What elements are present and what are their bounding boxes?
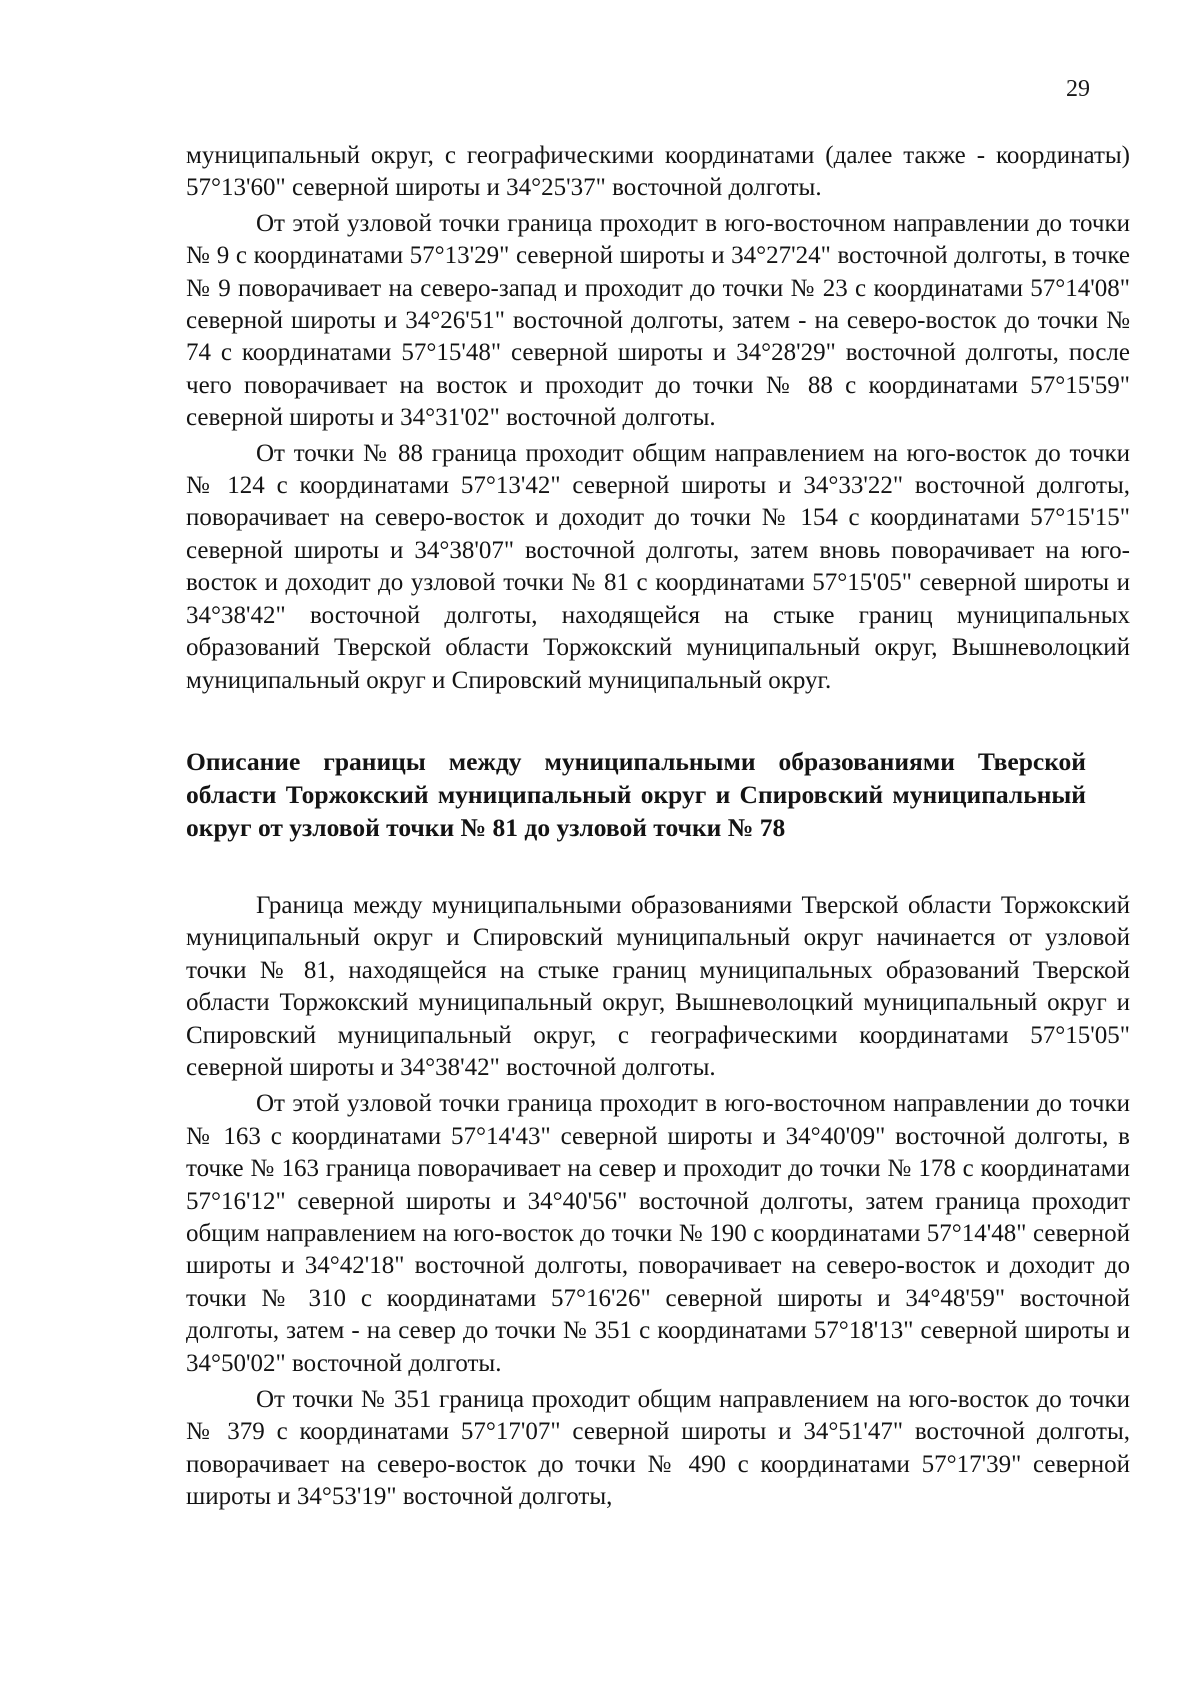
page-number: 29 (1066, 76, 1090, 102)
section-heading: Описание границы между муниципальными образованиями Тверской области Торжокский муниципальный округ и Спировский муниципальный округ от узловой точки № 81 до узловой точки № 78 (186, 746, 1086, 842)
paragraph: От этой узловой точки граница проходит в юго-восточном направлении до точки № 163 с координатами 57°14'43" северной широты и 34°40'09" восточной долготы, в точке № 163 граница поворачивает на север и проходит до точки № 178 с координатами 57°16'12" северной широты и 34°40'56" восточной долготы, затем граница проходит общим направлением на юго-восток до точки № 190 с координатами 57°14'48" северной широты и 34°42'18" восточной долготы, поворачивает на северо-восток и доходит до точки № 310 с координатами 57°16'26" северной широты и 34°48'59" восточной долготы, затем - на север до точки № 351 с координатами 57°18'13" северной широты и 34°50'02" восточной долготы. (186, 1090, 1130, 1377)
paragraph: От точки № 351 граница проходит общим направлением на юго-восток до точки № 379 с координатами 57°17'07" северной широты и 34°51'47" восточной долготы, поворачивает на северо-восток до точки № 490 с координатами 57°17'39" северной широты и 34°53'19" восточной долготы, (186, 1386, 1130, 1511)
paragraph: муниципальный округ, с географическими координатами (далее также - координаты) 57°13'60" северной широты и 34°25'37" восточной долготы. (186, 142, 1130, 202)
boundary-description-continued (186, 140, 1130, 697)
boundary-description (186, 890, 1130, 1514)
section-heading-block (186, 745, 1130, 844)
paragraph: Граница между муниципальными образованиями Тверской области Торжокский муниципальный округ и Спировский муниципальный округ начинается от узловой точки № 81, находящейся на стыке границ муниципальных образований Тверской области Торжокский муниципальный округ, Вышневолоцкий муниципальный округ и Спировский муниципальный округ, с географическими координатами 57°15'05" северной широты и 34°38'42" восточной долготы. (186, 891, 1130, 1081)
paragraph: От точки № 88 граница проходит общим направлением на юго-восток до точки № 124 с координатами 57°13'42" северной широты и 34°33'22" восточной долготы, поворачивает на северо-восток и доходит до точки № 154 с координатами 57°15'15" северной широты и 34°38'07" восточной долготы, затем вновь поворачивает на юго-восток и доходит до узловой точки № 81 с координатами 57°15'05" северной широты и 34°38'42" восточной долготы, находящейся на стыке границ муниципальных образований Тверской области Торжокский муниципальный округ, Вышневолоцкий муниципальный округ и Спировский муниципальный округ. (186, 439, 1130, 694)
paragraph: От этой узловой точки граница проходит в юго-восточном направлении до точки № 9 с координатами 57°13'29" северной широты и 34°27'24" восточной долготы, в точке № 9 поворачивает на северо-запад и проходит до точки № 23 с координатами 57°14'08" северной широты и 34°26'51" восточной долготы, затем - на северо-восток до точки № 74 с координатами 57°15'48" северной широты и 34°28'29" восточной долготы, после чего поворачивает на восток и проходит до точки № 88 с координатами 57°15'59" северной широты и 34°31'02" восточной долготы. (186, 209, 1130, 432)
document-body (186, 140, 1130, 1514)
